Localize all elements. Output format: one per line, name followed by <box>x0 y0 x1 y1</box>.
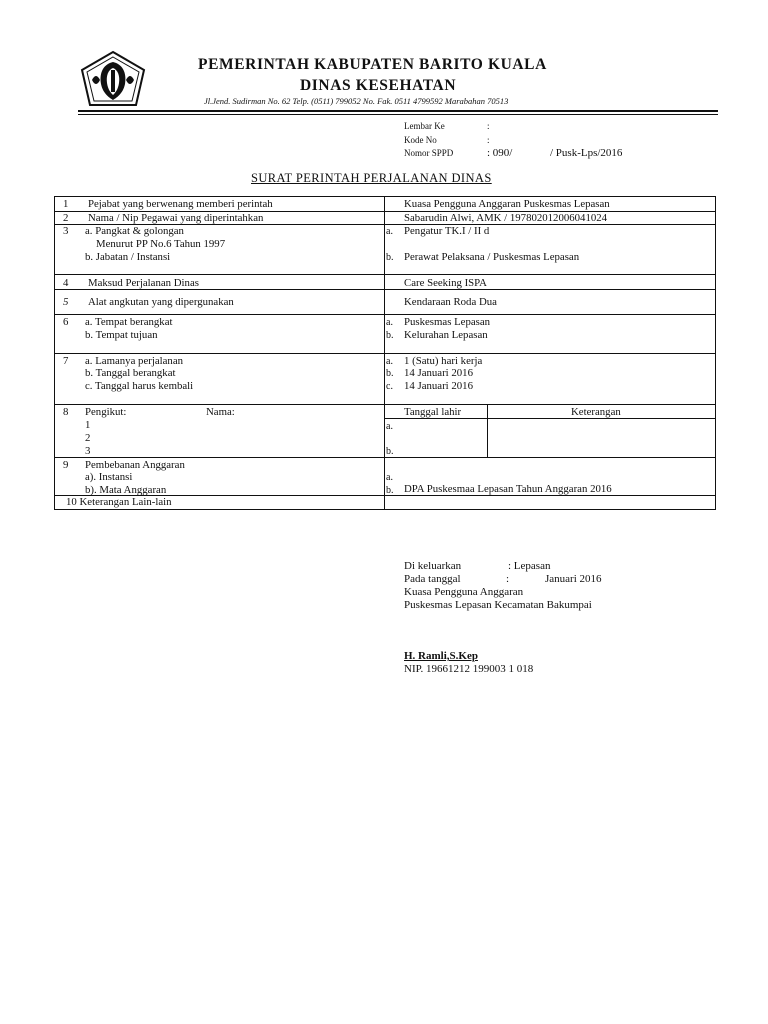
row9-b-label: b). Mata Anggaran <box>85 484 167 496</box>
row7-c-value: 14 Januari 2016 <box>404 380 473 392</box>
row5-value: Kendaraan Roda Dua <box>404 296 497 308</box>
row8-remarks-header: Keterangan <box>571 406 621 418</box>
kode-value: : <box>487 135 490 145</box>
row5-number: 5 <box>63 296 69 308</box>
column-divider <box>487 404 488 457</box>
regency-emblem-logo <box>78 50 148 108</box>
row3-a-value: Pengatur TK.I / II d <box>404 225 490 237</box>
follower-item: 1 <box>85 419 91 431</box>
row3-b-label: b. Jabatan / Instansi <box>85 251 171 263</box>
row8-name-label: Nama: <box>206 406 235 418</box>
row7-b-mark: b. <box>386 368 394 379</box>
nomor-value: : 090/ <box>487 147 513 159</box>
row4-number: 4 <box>63 277 69 289</box>
document-title: SURAT PERINTAH PERJALANAN DINAS <box>251 171 492 185</box>
row8-birthdate-header: Tanggal lahir <box>404 406 462 418</box>
row3-a-label: a. Pangkat & golongan <box>85 225 184 237</box>
row3-a-sublabel: Menurut PP No.6 Tahun 1997 <box>96 238 226 250</box>
row3-b-mark: b. <box>386 252 394 263</box>
row-line <box>54 274 715 275</box>
row8-b-mark: b. <box>386 446 394 457</box>
issued-date-label: Pada tanggal <box>404 573 461 585</box>
signer-role-2: Puskesmas Lepasan Kecamatan Bakumpai <box>404 599 592 611</box>
row7-a-mark: a. <box>386 356 393 367</box>
nomor-label: Nomor SPPD <box>404 148 454 158</box>
signer-role-1: Kuasa Pengguna Anggaran <box>404 586 524 598</box>
lembar-label: Lembar Ke <box>404 121 445 131</box>
row-line <box>54 457 715 458</box>
row5-label: Alat angkutan yang dipergunakan <box>88 296 234 308</box>
row6-a-value: Puskesmas Lepasan <box>404 316 491 328</box>
row8-number: 8 <box>63 406 69 418</box>
follower-item: 3 <box>85 445 91 457</box>
row9-b-mark: b. <box>386 485 394 496</box>
row6-a-mark: a. <box>386 317 393 328</box>
row6-b-mark: b. <box>386 330 394 341</box>
signer-nip: NIP. 19661212 199003 1 018 <box>404 663 534 675</box>
issued-date-colon: : <box>506 573 510 585</box>
row9-label: Pembebanan Anggaran <box>85 459 185 471</box>
row4-label: Maksud Perjalanan Dinas <box>88 277 199 289</box>
row9-number: 9 <box>63 459 69 471</box>
row1-value: Kuasa Pengguna Anggaran Puskesmas Lepasan <box>404 198 610 210</box>
row6-number: 6 <box>63 316 69 328</box>
row7-c-mark: c. <box>386 381 393 392</box>
row8-label: Pengikut: <box>85 406 127 418</box>
issued-place-value: : Lepasan <box>508 560 551 572</box>
issued-date-value: Januari 2016 <box>545 573 602 585</box>
row7-c-label: c. Tanggal harus kembali <box>85 380 194 392</box>
header-rule-thin <box>78 114 718 115</box>
row-line <box>54 404 715 405</box>
row3-b-value: Perawat Pelaksana / Puskesmas Lepasan <box>404 251 580 263</box>
row6-b-label: b. Tempat tujuan <box>85 329 158 341</box>
row-line <box>54 353 715 354</box>
header-government-title: PEMERINTAH KABUPATEN BARITO KUALA <box>198 56 547 73</box>
row1-number: 1 <box>63 198 69 210</box>
follower-item: 2 <box>85 432 91 444</box>
header-address: Jl.Jend. Sudirman No. 62 Telp. (0511) 799052 No. Fak. 0511 4799592 Marabahan 70513 <box>204 96 509 106</box>
row6-b-value: Kelurahan Lepasan <box>404 329 488 341</box>
header-rule-thick <box>78 110 718 112</box>
row10-label: 10 Keterangan Lain-lain <box>66 496 172 508</box>
row4-value: Care Seeking ISPA <box>404 277 487 289</box>
row7-b-label: b. Tanggal berangkat <box>85 367 176 379</box>
row1-label: Pejabat yang berwenang memberi perintah <box>88 198 273 210</box>
row2-number: 2 <box>63 212 69 224</box>
issued-place-label: Di keluarkan <box>404 560 462 572</box>
row7-number: 7 <box>63 355 69 367</box>
row2-value: Sabarudin Alwi, AMK / 197802012006041024 <box>404 212 608 224</box>
row9-a-mark: a. <box>386 472 393 483</box>
kode-label: Kode No <box>404 135 437 145</box>
row2-label: Nama / Nip Pegawai yang diperintahkan <box>88 212 264 224</box>
lembar-value: : <box>487 121 490 131</box>
row6-a-label: a. Tempat berangkat <box>85 316 173 328</box>
row-line <box>384 418 715 419</box>
nomor-suffix: / Pusk-Lps/2016 <box>550 147 623 159</box>
header-agency-title: DINAS KESEHATAN <box>300 77 457 94</box>
row9-b-value: DPA Puskesmaa Lepasan Tahun Anggaran 2016 <box>404 483 612 495</box>
row-line <box>54 314 715 315</box>
row7-a-value: 1 (Satu) hari kerja <box>404 355 483 367</box>
row3-a-mark: a. <box>386 226 393 237</box>
signer-name: H. Ramli,S.Kep <box>404 650 478 662</box>
row-line <box>54 289 715 290</box>
row3-number: 3 <box>63 225 69 237</box>
row8-a-mark: a. <box>386 421 393 432</box>
row7-b-value: 14 Januari 2016 <box>404 367 473 379</box>
row7-a-label: a. Lamanya perjalanan <box>85 355 184 367</box>
row9-a-label: a). Instansi <box>85 471 133 483</box>
